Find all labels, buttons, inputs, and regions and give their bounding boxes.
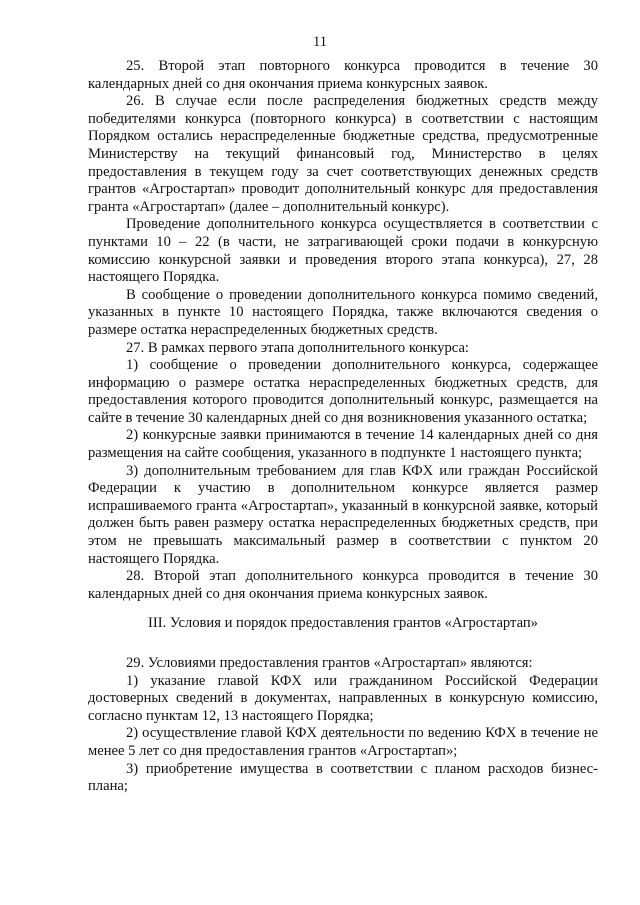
page-number: 11 (313, 34, 327, 50)
paragraph-29: 29. Условиями предоставления грантов «Агростартап» являются: (126, 655, 533, 671)
paragraph-27: 27. В рамках первого этапа дополнительного конкурса: (126, 339, 469, 356)
paragraph-25: 25. Второй этап повторного конкурса проводится в течение 30 календарных дней со дня окончания приема конкурсных заявок. (88, 58, 598, 92)
paragraph-29-item-1: 1) указание главой КФХ или гражданином Российской Федерации достоверных сведений в документах, направленных в конкурсную комиссию, согласно пунктам 12, 13 настоящего Порядка; (88, 672, 598, 724)
section-heading: III. Условия и порядок предоставления грантов «Агростартап» (148, 615, 538, 632)
paragraph-additional-message: В сообщение о проведении дополнительного конкурса помимо сведений, указанных в пункте 10 настоящего Порядка, также включаются сведения о размере остатка нераспределенных бюджетных средств. (88, 286, 598, 338)
document-body (88, 58, 598, 796)
paragraph-27-item-1: 1) сообщение о проведении дополнительного конкурса, содержащее информацию о размере остатка нераспределенных бюджетных средств, для предоставления которого проводится дополнительный конкурс, размещается на сайте в течение 30 календарных дней со дня возникновения указанного остатка; (88, 357, 598, 426)
paragraph-28: 28. Второй этап дополнительного конкурса проводится в течение 30 календарных дней со дня окончания приема конкурсных заявок. (88, 568, 598, 602)
paragraph-29-item-3: 3) приобретение имущества в соответствии с планом расходов бизнес-плана; (88, 760, 598, 795)
paragraph-29-item-2: 2) осуществление главой КФХ деятельности по ведению КФХ в течение не менее 5 лет со дня предоставления грантов «Агростартап»; (88, 725, 598, 759)
paragraph-27-item-2: 2) конкурсные заявки принимаются в течение 14 календарных дней со дня размещения на сайте сообщения, указанного в подпункте 1 настоящего пункта; (88, 427, 598, 462)
paragraph-additional-contest: Проведение дополнительного конкурса осуществляется в соответствии с пунктами 10 – 22 (в части, не затрагивающей сроки подачи в конкурсную комиссию конкурсной заявки и проведения второго этапа конкурса), 27, 28 настоящего Порядка. (88, 216, 598, 286)
paragraph-26: 26. В случае если после распределения бюджетных средств между победителями конкурса (повторного конкурса) в соответствии с настоящим Порядком остались нераспределенные бюджетные средства, предусмотренные Министерству на текущий финансовый год, Министерство в целях предоставления в текущем году за счет соответствующих денежных средств грантов «Агростартап» проводит дополнительный конкурс для предоставления гранта «Агростартап» (далее – дополнительный конкурс). (88, 93, 598, 215)
paragraph-27-item-3: 3) дополнительным требованием для глав КФХ или граждан Российской Федерации к участию в дополнительном конкурсе является размер испрашиваемого гранта «Агростартап», указанный в конкурсной заявке, который должен быть равен размеру остатка нераспределенных бюджетных средств, при этом не превышать максимальный размер в соответствии с пунктом 20 настоящего Порядка. (88, 462, 598, 567)
